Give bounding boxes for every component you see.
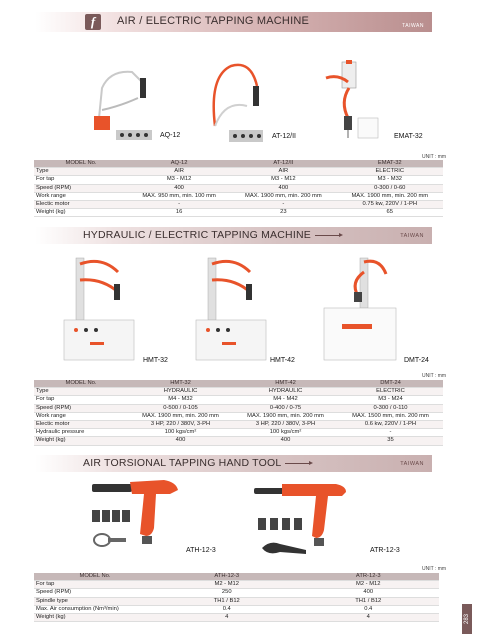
- table-row: [34, 184, 443, 192]
- table-cell: Weight (kg): [34, 437, 128, 445]
- product-label-at-12: AT-12/II: [272, 133, 296, 140]
- page-number: 283: [462, 604, 472, 634]
- section-title: [83, 457, 311, 469]
- table-cell: 35: [338, 437, 443, 445]
- arrow-right-icon: [285, 463, 311, 464]
- table-cell: 400: [128, 184, 230, 192]
- unit-note: UNIT : mm: [422, 373, 447, 379]
- table-cell: 0.75 kw, 220V / 1-PH: [337, 201, 443, 209]
- table-cell: 4: [156, 614, 298, 622]
- section-banner-hand-tool: [35, 455, 432, 472]
- table-cell: 400: [230, 184, 336, 192]
- product-label-hmt-42: HMT-42: [270, 357, 295, 364]
- table-cell: Type: [34, 168, 128, 176]
- table-header-cell: AT-12/II: [230, 160, 336, 168]
- table-row: [34, 421, 443, 429]
- table-cell: MAX. 1900 mm, min. 200 mm: [230, 192, 336, 200]
- table-cell: For tap: [34, 176, 128, 184]
- table-cell: TH1 / B12: [156, 597, 298, 605]
- spec-table-air-electric: [34, 160, 443, 217]
- table-cell: Weight (kg): [34, 614, 156, 622]
- section-title-text: HYDRAULIC / ELECTRIC TAPPING MACHINE: [83, 229, 311, 241]
- hmt-32-machine-image: [62, 254, 136, 364]
- section-banner-hydraulic-electric: [35, 227, 432, 244]
- table-cell: 400: [128, 437, 233, 445]
- table-cell: Electic motor: [34, 421, 128, 429]
- table-row: [34, 388, 443, 396]
- atr-12-3-tool-image: [250, 480, 370, 560]
- table-cell: -: [230, 201, 336, 209]
- table-cell: Max. Air consumption (Nm³/min): [34, 605, 156, 613]
- product-label-dmt-24: DMT-24: [404, 357, 429, 364]
- spec-table-hydraulic-electric: [34, 380, 443, 446]
- table-cell: TH1 / B12: [298, 597, 440, 605]
- table-cell: For tap: [34, 581, 156, 589]
- table-header-cell: DMT-24: [338, 380, 443, 388]
- table-cell: 3 HP, 220 / 380V, 3-PH: [128, 421, 233, 429]
- hmt-42-machine-image: [194, 254, 268, 364]
- table-cell: 23: [230, 209, 336, 217]
- section-title: AIR / ELECTRIC TAPPING MACHINE: [117, 15, 310, 27]
- table-cell: M4 - M32: [128, 396, 233, 404]
- table-row: [34, 404, 443, 412]
- table-cell: 0.4: [298, 605, 440, 613]
- table-header-cell: MODEL No.: [34, 380, 128, 388]
- section-origin: TAIWAN: [402, 23, 424, 29]
- table-header-row: [34, 380, 443, 388]
- table-row: [34, 192, 443, 200]
- table-row: [34, 597, 439, 605]
- table-row: [34, 589, 439, 597]
- section-title: [83, 229, 341, 241]
- table-header-row: [34, 573, 439, 581]
- table-header-cell: ATR-12-3: [298, 573, 440, 581]
- section-origin: TAIWAN: [400, 233, 424, 239]
- table-cell: M2 - M12: [298, 581, 440, 589]
- emat-32-machine-image: [318, 58, 388, 144]
- table-cell: 0.6 kw, 220V / 1-PH: [338, 421, 443, 429]
- table-cell: 250: [156, 589, 298, 597]
- table-cell: MAX. 950 mm, min. 100 mm: [128, 192, 230, 200]
- product-label-emat-32: EMAT-32: [394, 133, 423, 140]
- table-cell: ELECTRIC: [337, 168, 443, 176]
- table-cell: Work range: [34, 412, 128, 420]
- table-header-cell: AQ-12: [128, 160, 230, 168]
- table-cell: For tap: [34, 396, 128, 404]
- at-12-machine-image: [195, 56, 275, 146]
- table-row: [34, 209, 443, 217]
- table-header-cell: ATH-12-3: [156, 573, 298, 581]
- table-cell: -: [338, 429, 443, 437]
- table-row: [34, 614, 439, 622]
- table-cell: HYDRAULIC: [233, 388, 338, 396]
- table-header-cell: MODEL No.: [34, 573, 156, 581]
- unit-note: UNIT : mm: [422, 566, 447, 572]
- ath-12-3-tool-image: [86, 478, 196, 560]
- brand-logo-icon: f: [85, 14, 101, 30]
- section-title-text: AIR TORSIONAL TAPPING HAND TOOL: [83, 457, 282, 469]
- table-cell: M3 - M32: [337, 176, 443, 184]
- table-cell: M3 - M12: [128, 176, 230, 184]
- table-cell: 3 HP, 220 / 380V, 3-PH: [233, 421, 338, 429]
- spec-table-hand-tool: [34, 573, 439, 622]
- table-cell: Electic motor: [34, 201, 128, 209]
- product-label-hmt-32: HMT-32: [143, 357, 168, 364]
- arrow-right-icon: [315, 235, 341, 236]
- table-cell: 0.4: [156, 605, 298, 613]
- table-cell: AIR: [230, 168, 336, 176]
- table-header-cell: MODEL No.: [34, 160, 128, 168]
- product-label-aq-12: AQ-12: [160, 132, 181, 139]
- table-cell: Speed (RPM): [34, 404, 128, 412]
- table-cell: 65: [337, 209, 443, 217]
- table-row: [34, 396, 443, 404]
- table-cell: Weight (kg): [34, 209, 128, 217]
- table-header-row: [34, 160, 443, 168]
- dmt-24-machine-image: [320, 252, 400, 364]
- table-cell: M4 - M42: [233, 396, 338, 404]
- table-cell: ELECTRIC: [338, 388, 443, 396]
- table-cell: Spindle type: [34, 597, 156, 605]
- table-cell: 100 kgs/cm²: [128, 429, 233, 437]
- table-cell: 0-300 / 0-60: [337, 184, 443, 192]
- table-cell: 4: [298, 614, 440, 622]
- table-cell: 400: [233, 437, 338, 445]
- table-row: [34, 201, 443, 209]
- table-cell: HYDRAULIC: [128, 388, 233, 396]
- table-cell: M3 - M12: [230, 176, 336, 184]
- table-cell: 0-500 / 0-105: [128, 404, 233, 412]
- table-header-cell: HMT-42: [233, 380, 338, 388]
- table-cell: M3 - M24: [338, 396, 443, 404]
- section-origin: TAIWAN: [400, 461, 424, 467]
- table-cell: 0-300 / 0-110: [338, 404, 443, 412]
- table-header-cell: HMT-32: [128, 380, 233, 388]
- unit-note: UNIT : mm: [422, 154, 447, 160]
- table-cell: 400: [298, 589, 440, 597]
- table-cell: M2 - M12: [156, 581, 298, 589]
- table-cell: Work range: [34, 192, 128, 200]
- table-row: [34, 581, 439, 589]
- table-cell: 16: [128, 209, 230, 217]
- table-cell: MAX. 1900 mm, min. 200 mm: [337, 192, 443, 200]
- aq-12-machine-image: [80, 58, 170, 144]
- table-row: [34, 168, 443, 176]
- product-label-atr-12-3: ATR-12-3: [370, 547, 400, 554]
- table-row: [34, 176, 443, 184]
- table-row: [34, 437, 443, 445]
- product-label-ath-12-3: ATH-12-3: [186, 547, 216, 554]
- table-cell: -: [128, 201, 230, 209]
- table-cell: 0-400 / 0-75: [233, 404, 338, 412]
- table-cell: Hydraulic pressure: [34, 429, 128, 437]
- table-cell: MAX. 1900 mm, min. 200 mm: [233, 412, 338, 420]
- table-cell: Speed (RPM): [34, 184, 128, 192]
- section-banner-air-electric: [35, 12, 432, 32]
- table-cell: MAX. 1500 mm, min. 200 mm: [338, 412, 443, 420]
- table-header-cell: EMAT-32: [337, 160, 443, 168]
- table-cell: MAX. 1900 mm, min. 200 mm: [128, 412, 233, 420]
- table-cell: Type: [34, 388, 128, 396]
- table-row: [34, 429, 443, 437]
- table-cell: AIR: [128, 168, 230, 176]
- table-cell: Speed (RPM): [34, 589, 156, 597]
- table-row: [34, 605, 439, 613]
- table-row: [34, 412, 443, 420]
- table-cell: 100 kgs/cm²: [233, 429, 338, 437]
